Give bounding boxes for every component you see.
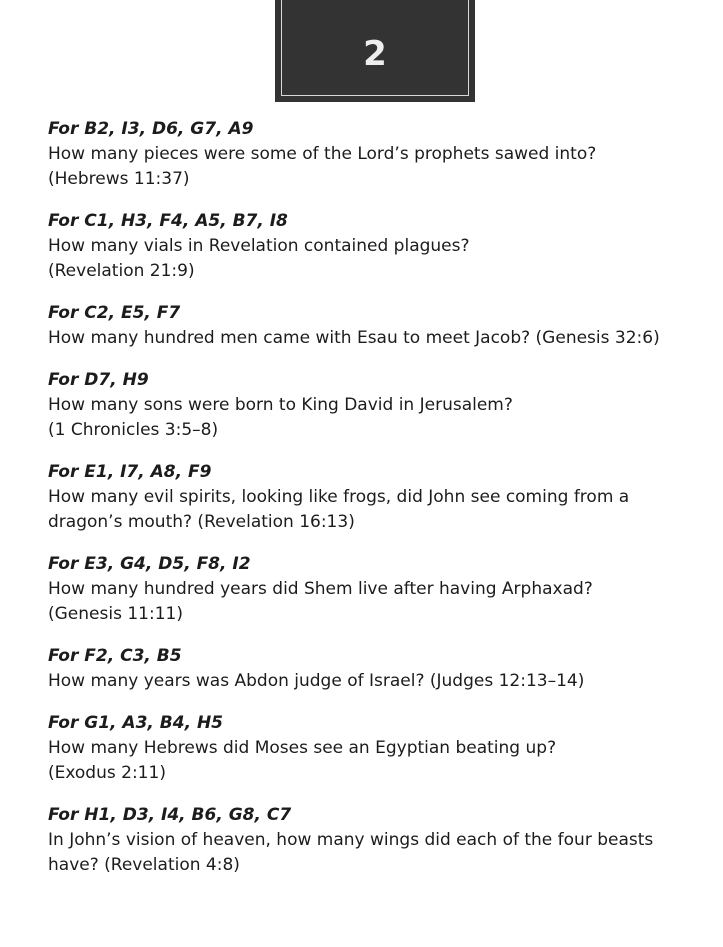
question-text-line: How many hundred men came with Esau to meet Jacob? (Genesis 32:6) (48, 328, 660, 348)
question-block (48, 552, 708, 627)
question-heading: For E3, G4, D5, F8, I2 (48, 554, 251, 574)
question-text-line: How many hundred years did Shem live after having Arphaxad? (48, 579, 593, 599)
question-heading: For B2, I3, D6, G7, A9 (48, 119, 254, 139)
question-text-line: (Exodus 2:11) (48, 763, 166, 783)
question-heading: For G1, A3, B4, H5 (48, 713, 224, 733)
question-text-line: dragon’s mouth? (Revelation 16:13) (48, 512, 355, 532)
question-text-line: (Hebrews 11:37) (48, 169, 190, 189)
question-block (48, 803, 708, 878)
question-heading: For D7, H9 (48, 370, 149, 390)
question-text-line: How many sons were born to King David in Jerusalem? (48, 395, 513, 415)
question-text-line: have? (Revelation 4:8) (48, 855, 240, 875)
question-text-line: (1 Chronicles 3:5–8) (48, 420, 219, 440)
question-text-line: (Revelation 21:9) (48, 261, 195, 281)
question-block (48, 301, 708, 351)
question-text-line: How many pieces were some of the Lord’s prophets sawed into? (48, 144, 597, 164)
question-text-line: (Genesis 11:11) (48, 604, 183, 624)
question-block (48, 117, 708, 192)
question-text-line: How many vials in Revelation contained plagues? (48, 236, 470, 256)
question-heading: For H1, D3, I4, B6, G8, C7 (48, 805, 292, 825)
question-text-line: How many evil spirits, looking like frogs, did John see coming from a (48, 487, 630, 507)
question-text-line: How many years was Abdon judge of Israel? (Judges 12:13–14) (48, 671, 585, 691)
question-block (48, 209, 708, 284)
chapter-number: 2 (363, 34, 387, 74)
question-block (48, 644, 708, 694)
question-heading: For C1, H3, F4, A5, B7, I8 (48, 211, 288, 231)
question-block (48, 368, 708, 443)
question-heading: For C2, E5, F7 (48, 303, 181, 323)
question-heading: For E1, I7, A8, F9 (48, 462, 212, 482)
chapter-number-box (275, 0, 475, 102)
question-heading: For F2, C3, B5 (48, 646, 182, 666)
question-list (48, 117, 708, 895)
question-text-line: In John’s vision of heaven, how many wings did each of the four beasts (48, 830, 654, 850)
question-text-line: How many Hebrews did Moses see an Egyptian beating up? (48, 738, 557, 758)
question-block (48, 711, 708, 786)
question-block (48, 460, 708, 535)
